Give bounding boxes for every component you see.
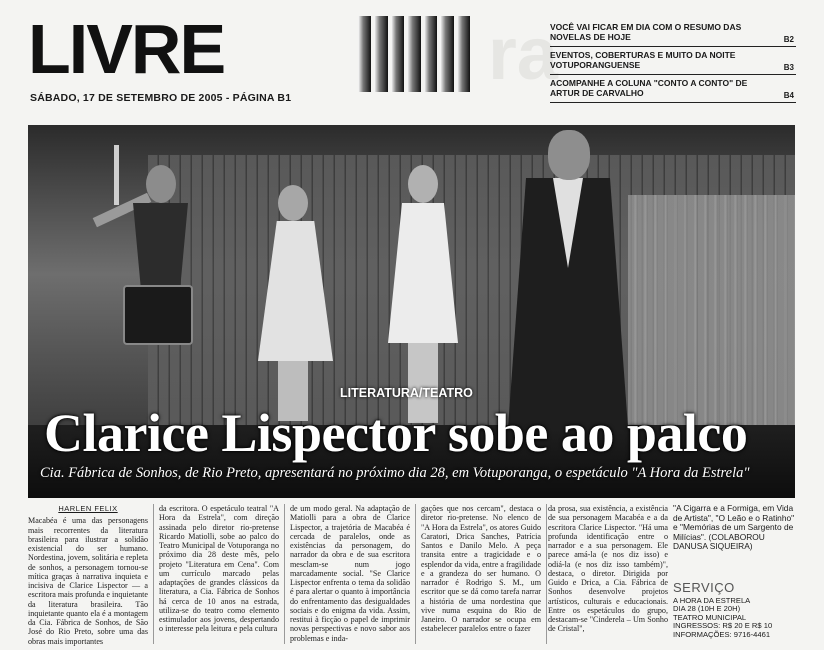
- column-text: de um modo geral. Na adaptação de Matiolli para a obra de Clarice Lispector, a trajetória de Macabéa é cercada de paralelos, onde as existências da personagem, do narrador da obra e de sua escritora mesclam-se num jogo marcadamente social. "Se Clarice Lispector enfrenta o tema da solidão é para alertar o quanto à importância do enfrentamento das desigualdades sociais e do enigma da vida. Assim, restitui à ficção o papel de imprimir novas perspectivas e novo sabor aos problemas e inda-: [290, 504, 410, 643]
- masthead-stripes-graphic: [358, 16, 470, 92]
- column-divider: [415, 504, 416, 644]
- sidebar-text: "A Cigarra e a Formiga, em Vida de Artista", "O Leão e o Ratinho" e "Memórias de um Sargento de Milícias". (COLABOROU DANUSA SIQUEIRA): [673, 503, 795, 552]
- actor-in-suit: [498, 130, 638, 430]
- masthead: [28, 10, 558, 114]
- service-line: INFORMAÇÕES: 9716-4461: [673, 629, 771, 639]
- teaser-text: EVENTOS, COBERTURAS E MUITO DA NOITE VOTUPORANGUENSE: [550, 50, 736, 70]
- teaser-page: B4: [783, 90, 794, 100]
- article-column-3: [290, 504, 410, 643]
- column-text: gações que nos cercam", destaca o diretor rio-pretense. No elenco de "A Hora da Estrela", os atores Guido Caratori, Drica Sanches, Patrícia Santos e Danilo Melo. A peça transita entre a tragicidade e o esplendor da vida, entre a fragilidade e a grandeza do ser humano. O narrador é Rodrigo S. M., um escritor que se dá como tarefa narrar a história de uma nordestina que vive numa esquina do Rio de Janeiro. O narrador se ocupa em estabelecer paralelos entre o fazer: [421, 504, 542, 634]
- article-column-2: [159, 504, 279, 634]
- teaser-text: VOCÊ VAI FICAR EM DIA COM O RESUMO DAS NOVELAS DE HOJE: [550, 22, 742, 42]
- service-line: DIA 28 (10H E 20H): [673, 604, 741, 614]
- painted-backdrop: [628, 195, 795, 425]
- service-line: INGRESSOS: R$ 20 E R$ 10: [673, 621, 773, 631]
- article-column-5: [548, 504, 668, 634]
- teaser-item[interactable]: [550, 50, 796, 75]
- teaser-text: ACOMPANHE A COLUNA "CONTO A CONTO" DE ARTUR DE CARVALHO: [550, 78, 748, 98]
- column-text: Macabéa é uma das personagens mais recorrentes da literatura brasileira para ilustrar a solidão existencial do ser humano. Nordestina, jovem, solitária e repleta de sonhos, a personagem tornou-se mítica graças à narrativa inquieta e incisiva de Clarice Lispector — a escritora mais profunda e inquietante da literatura brasileira. Tão inquietante quanto ela é a montagem da Cia. Fábrica de Sonhos, de São José do Rio Preto, sobre uma das obras mais importantes: [28, 516, 149, 646]
- actor-drummer: [98, 165, 208, 405]
- teaser-item[interactable]: [550, 78, 796, 103]
- sidebar: [673, 504, 795, 639]
- article-headline: Clarice Lispector sobe ao palco: [44, 403, 748, 463]
- column-divider: [546, 504, 547, 644]
- section-logo: LIVRE: [28, 10, 225, 88]
- article-column-4: [421, 504, 541, 634]
- article-subhead: Cia. Fábrica de Sonhos, de Rio Preto, apresentará no próximo dia 28, em Votuporanga, o espetáculo "A Hora da Estrela": [40, 465, 750, 481]
- teaser-page: B2: [783, 34, 794, 44]
- stage-photo: [28, 125, 795, 498]
- column-divider: [153, 504, 154, 644]
- service-line: TEATRO MUNICIPAL: [673, 612, 747, 622]
- service-line: A HORA DA ESTRELA: [673, 595, 751, 605]
- actress-white-dress-left: [248, 185, 343, 425]
- column-text: da escritora. O espetáculo teatral "A Hora da Estrela", com direção assinada pelo diretor rio-pretense Ricardo Matiolli, sobe ao palco do Teatro Municipal de Votuporanga no próximo dia 28 deste mês, pelo projeto "Literatura em Cena". Com um currículo marcado pelas adaptações de grandes clássicos da literatura, a Cia. Fábrica de Sonhos há cerca de 10 anos na estrada, utiliza-se do teatro como elemento estimulador aos jovens, despertando o interesse pela leitura e pela cultura: [159, 504, 279, 634]
- article-column-1: [28, 504, 148, 646]
- service-info: [673, 597, 795, 639]
- masthead-background-word: ra: [488, 14, 558, 94]
- teaser-page: B3: [783, 62, 794, 72]
- teaser-list: [550, 22, 796, 106]
- column-text: da prosa, sua existência, a existência de sua personagem Macabéa e a da escritora Clarice Lispector. "Há uma profunda identificação entre o narrador e a sua personagem. Ele parece amá-la (e nos diz isso) e odiá-la (e nos diz isso também)", destaca, o diretor. Dirigida por Guido e Drica, a Cia. Fábrica de Sonhos desenvolve projetos artísticos, culturais e educacionais. Entre os espetáculos do grupo, destacam-se "Cinderela – Um Sonho de Cristal",: [548, 504, 668, 634]
- service-title: SERVIÇO: [673, 579, 735, 595]
- article-kicker: LITERATURA/TEATRO: [340, 386, 473, 400]
- byline: HARLEN FELIX: [58, 504, 118, 513]
- article-body: [28, 504, 668, 644]
- dateline: SÁBADO, 17 DE SETEMBRO DE 2005 - PÁGINA B1: [30, 92, 292, 104]
- teaser-item[interactable]: [550, 22, 796, 47]
- column-divider: [284, 504, 285, 644]
